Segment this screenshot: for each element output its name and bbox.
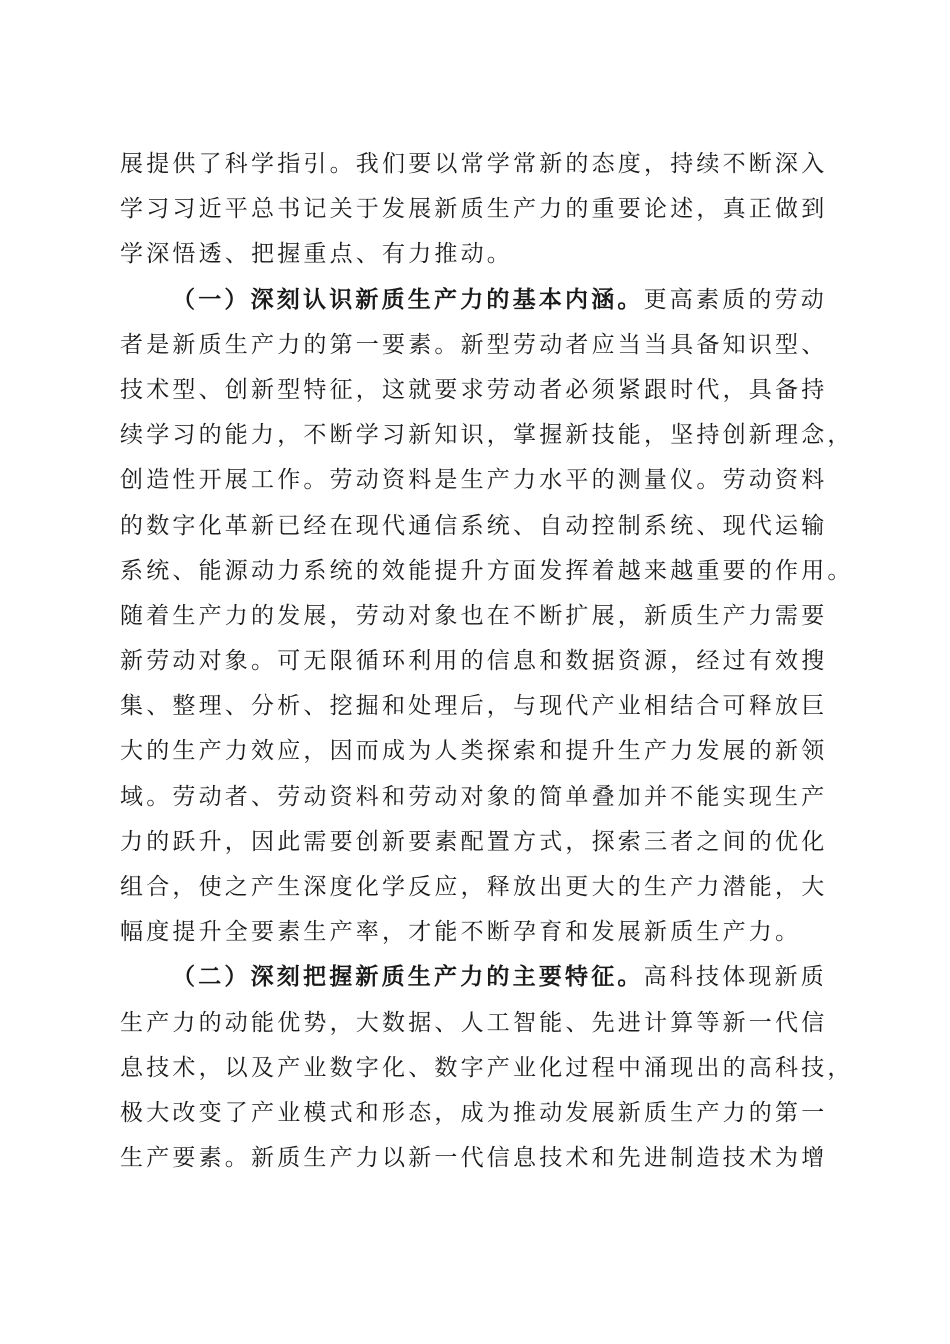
text-line (120, 234, 830, 279)
text-line (120, 596, 830, 641)
text-line (120, 415, 854, 460)
section-heading: （二）深刻把握新质生产力的主要特征。 (172, 963, 644, 991)
text-segment: 随着生产力的发展，劳动对象也在不断扩展，新质生产力需要 (120, 602, 828, 629)
text-line (120, 460, 830, 505)
text-segment: 高科技体现新质 (643, 964, 828, 991)
text-segment: 集、整理、分析、挖掘和处理后，与现代产业相结合可释放巨 (120, 693, 828, 720)
text-segment: 技术型、创新型特征，这就要求劳动者必须紧跟时代，具备持 (120, 376, 828, 403)
text-segment: 新劳动对象。可无限循环利用的信息和数据资源，经过有效搜 (120, 648, 828, 675)
text-line (120, 686, 830, 731)
text-line (120, 1048, 854, 1093)
text-line (120, 1003, 830, 1048)
text-line (120, 777, 830, 822)
text-line (120, 189, 830, 234)
text-line (120, 912, 830, 957)
text-segment: 极大改变了产业模式和形态，成为推动发展新质生产力的第一 (120, 1099, 828, 1126)
text-line (120, 551, 854, 596)
paragraph-heading-line (120, 280, 830, 325)
text-segment: 息技术，以及产业数字化、数字产业化过程中涌现出的高科技， (120, 1054, 854, 1081)
text-segment: 力的跃升，因此需要创新要素配置方式，探索三者之间的优化 (120, 828, 828, 855)
text-segment: 学习习近平总书记关于发展新质生产力的重要论述，真正做到 (120, 196, 828, 223)
text-segment: 生产要素。新质生产力以新一代信息技术和先进制造技术为增 (120, 1145, 828, 1172)
text-line (120, 506, 830, 551)
text-line (120, 325, 830, 370)
text-line (120, 1093, 830, 1138)
text-segment: 续学习的能力，不断学习新知识，掌握新技能，坚持创新理念， (120, 422, 854, 449)
text-segment: 组合，使之产生深度化学反应，释放出更大的生产力潜能，大 (120, 874, 828, 900)
text-segment: 创造性开展工作。劳动资料是生产力水平的测量仪。劳动资料 (120, 467, 828, 494)
text-line (120, 641, 830, 686)
text-line (120, 370, 830, 415)
text-segment: 者是新质生产力的第一要素。新型劳动者应当当具备知识型、 (120, 331, 828, 358)
text-line (120, 867, 830, 912)
text-segment: 大的生产力效应，因而成为人类探索和提升生产力发展的新领 (120, 738, 828, 765)
text-segment: 更高素质的劳动 (643, 286, 828, 313)
paragraph-heading-line (120, 957, 830, 1002)
text-segment: 学深悟透、把握重点、有力推动。 (120, 241, 513, 268)
text-segment: 系统、能源动力系统的效能提升方面发挥着越来越重要的作用。 (120, 557, 854, 584)
text-line (120, 144, 830, 189)
text-line (120, 1138, 830, 1183)
body-text (120, 144, 854, 1183)
text-line (120, 822, 830, 867)
text-segment: 域。劳动者、劳动资料和劳动对象的简单叠加并不能实现生产 (120, 783, 828, 810)
text-line (120, 731, 830, 776)
text-segment: 幅度提升全要素生产率，才能不断孕育和发展新质生产力。 (120, 919, 802, 946)
section-heading: （一）深刻认识新质生产力的基本内涵。 (172, 285, 644, 313)
text-segment: 展提供了科学指引。我们要以常学常新的态度，持续不断深入 (120, 151, 828, 177)
text-segment: 的数字化革新已经在现代通信系统、自动控制系统、现代运输 (120, 512, 828, 539)
text-segment: 生产力的动能优势，大数据、人工智能、先进计算等新一代信 (120, 1009, 828, 1036)
